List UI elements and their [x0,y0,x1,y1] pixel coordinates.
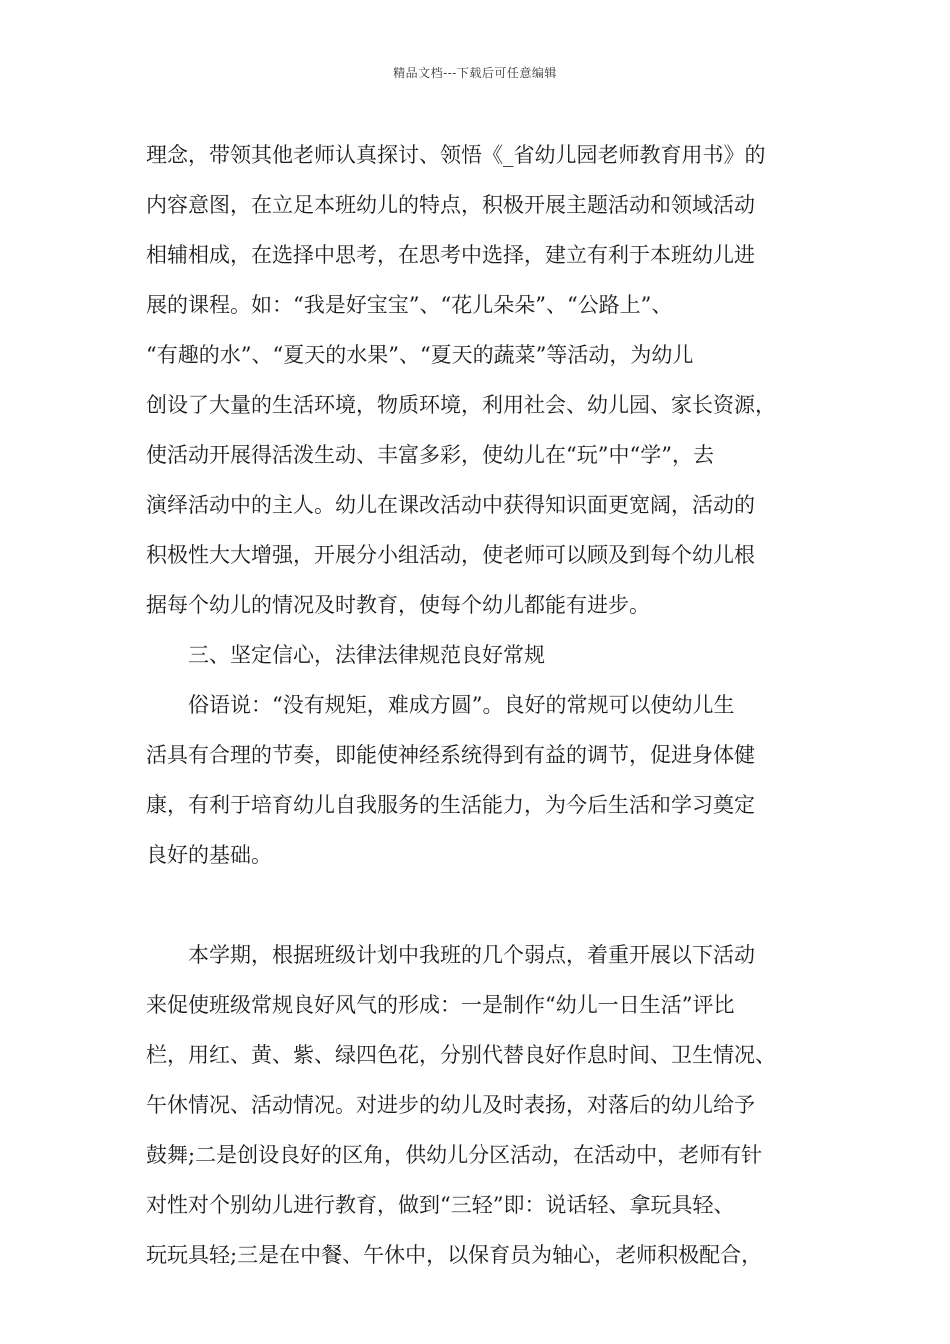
text-line: 康，有利于培育幼儿自我服务的生活能力，为今后生活和学习奠定 [146,793,755,817]
text-line: 活具有合理的节奏，即能使神经系统得到有益的调节，促进身体健 [146,743,755,767]
text-line: 内容意图，在立足本班幼儿的特点，积极开展主题活动和领域活动 [146,193,755,217]
text-line: 积极性大大增强，开展分小组活动，使老师可以顾及到每个幼儿根 [146,543,755,567]
text-line: 良好的基础。 [146,843,272,867]
text-line: 使活动开展得活泼生动、丰富多彩，使幼儿在“玩”中“学”，去 [146,443,714,467]
text-line: 演绎活动中的主人。幼儿在课改活动中获得知识面更宽阔，活动的 [146,493,755,517]
document-body [146,130,808,1280]
text-line: 午休情况、活动情况。对进步的幼儿及时表扬，对落后的幼儿给予 [146,1093,755,1117]
text-line: 创设了大量的生活环境，物质环境，利用社会、幼儿园、家长资源， [146,393,776,417]
text-line: 来促使班级常规良好风气的形成：一是制作“幼儿一日生活”评比 [146,993,735,1017]
paragraph-start: 俗语说：“没有规矩，难成方圆”。良好的常规可以使幼儿生 [188,693,735,717]
text-line: 栏，用红、黄、紫、绿四色花，分别代替良好作息时间、卫生情况、 [146,1043,776,1067]
text-line: 玩玩具轻;三是在中餐、午休中，以保育员为轴心，老师积极配合， [146,1243,763,1267]
paragraph-start: 本学期，根据班级计划中我班的几个弱点，着重开展以下活动 [188,943,755,967]
text-line: 对性对个别幼儿进行教育，做到“三轻”即：说话轻、拿玩具轻、 [146,1193,735,1217]
text-line: 据每个幼儿的情况及时教育，使每个幼儿都能有进步。 [146,593,650,617]
text-line: 相辅相成，在选择中思考，在思考中选择，建立有利于本班幼儿进 [146,243,755,267]
text-line: 鼓舞;二是创设良好的区角，供幼儿分区活动，在活动中，老师有针 [146,1143,763,1167]
section-heading: 三、坚定信心，法律法律规范良好常规 [188,643,545,667]
text-line: 展的课程。如：“我是好宝宝”、“花儿朵朵”、“公路上”、 [146,293,673,317]
text-line: “有趣的水”、“夏天的水果”、“夏天的蔬菜”等活动，为幼儿 [146,343,694,367]
page-header: 精品文档---下载后可任意编辑 [393,66,557,80]
text-line: 理念，带领其他老师认真探讨、领悟《_省幼儿园老师教育用书》的 [146,143,766,167]
blank-line [146,880,808,930]
